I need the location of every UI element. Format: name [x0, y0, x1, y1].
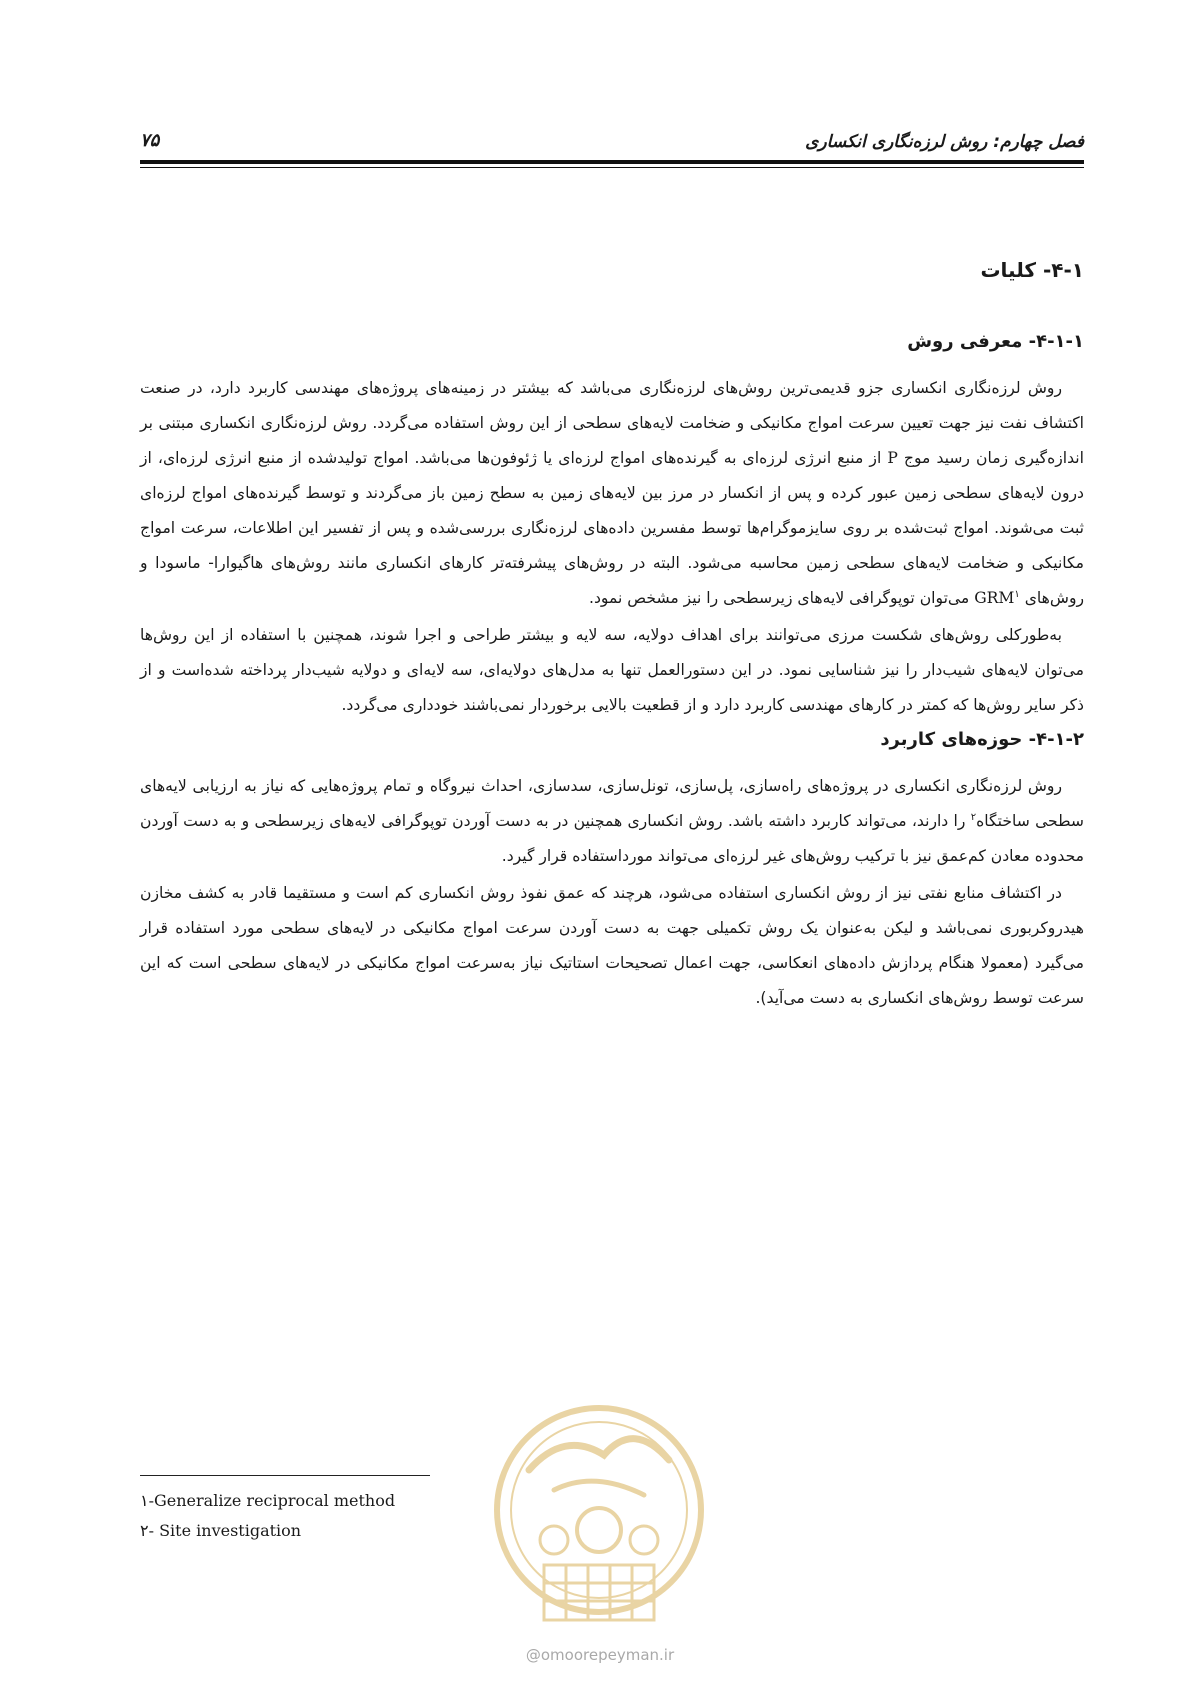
paragraph-intro-2: به‌طورکلی روش‌های شکست مرزی می‌توانند برای اهداف دولایه، سه لایه و بیشتر طراحی و اجرا شوند، همچنین با استفاده از این روش‌ها می‌توان لایه‌های شیب‌دار را نیز شناسایی نمود. در این دستورالعمل تنها به مدل‌های دولایه‌ای، سه لایه‌ای و دولایه شیب‌دار پرداخته شده‌است و از ذکر سایر روش‌ها که کمتر در کارهای مهندسی کاربرد دارد و از قطعیت بالایی برخوردار نمی‌باشند خودداری می‌گردد.: [140, 626, 1084, 714]
footnote-separator: [140, 1475, 430, 1476]
subsection-heading-intro: ۴-۱-۱- معرفی روش: [907, 331, 1084, 352]
paragraph-applications-2: در اکتشاف منابع نفتی نیز از روش انکساری استفاده می‌شود، هرچند که عمق نفوذ روش انکساری کم است و مستقیما قادر به کشف مخازن هیدروکربوری نمی‌باشد و لیکن به‌عنوان یک روش تکمیلی جهت به دست آوردن سرعت امواج مکانیکی در لایه‌های سطحی مورد استفاده قرار می‌گیرد (معمولا هنگام پردازش داده‌های انعکاسی، جهت اعمال تصحیحات استاتیک نیاز به‌سرعت امواج مکانیکی در لایه‌های سطحی است که این سرعت توسط روش‌های انکساری به دست می‌آید).: [140, 884, 1084, 1007]
header-rule-thin: [140, 167, 1084, 168]
text-run: روش لرزه‌نگاری انکساری در پروژه‌های راه‌سازی، پل‌سازی، تونل‌سازی، سدسازی، احداث نیروگاه و تمام پروژه‌هایی که نیاز به ارزیابی لایه‌های سطحی ساختگاه: [140, 777, 1084, 830]
footnote-ref-2[interactable]: ۲: [970, 811, 977, 823]
section-heading: ۴-۱- کلیات: [980, 258, 1084, 282]
footnotes: [140, 1486, 540, 1546]
text-run: می‌توان توپوگرافی لایه‌های زیرسطحی را نیز مشخص نمود.: [589, 589, 975, 607]
running-header: [140, 128, 1084, 160]
text-run: را دارند، می‌تواند کاربرد داشته باشد. روش انکساری همچنین در به دست آوردن توپوگرافی لایه‌های زیرسطحی و به دست آوردن محدوده معادن کم‌عمق نیز با ترکیب روش‌های غیر لرزه‌ای می‌تواند مورداستفاده قرار گیرد.: [140, 812, 1084, 865]
chapter-title: فصل چهارم: روش لرزه‌نگاری انکساری: [805, 132, 1084, 152]
paragraph-applications-1: [140, 769, 1084, 874]
watermark-url: @omoorepeyman.ir: [525, 1646, 675, 1664]
subsection-heading-applications: ۴-۱-۲- حوزه‌های کاربرد: [880, 729, 1084, 750]
text-run: از منبع انرژی لرزه‌ای به گیرنده‌های امواج لرزه‌ای یا ژئوفون‌ها می‌باشد. امواج تولیدشده از منبع انرژی لرزه‌ای، از درون لایه‌های سطحی زمین عبور کرده و پس از انکسار در مرز بین لایه‌های زمین به سطح زمین باز می‌گردند و توسط گیرنده‌های امواج لرزه‌ای ثبت می‌شوند. امواج ثبت‌شده بر روی سایزموگرام‌ها توسط مفسرین داده‌های لرزه‌نگاری بررسی‌شده و پس از تفسیر این اطلاعات، سرعت امواج مکانیکی و ضخامت لایه‌های سطحی زمین محاسبه می‌شود. البته در روش‌های پیشرفته‌تر کارهای انکساری مانند روش‌های هاگیوارا- ماسودا و روش‌های: [140, 449, 1084, 607]
page-number: ۷۵: [140, 130, 160, 151]
latin-term-grm: GRM: [974, 589, 1015, 607]
latin-term-p: P: [887, 449, 898, 467]
body-content: [140, 255, 1084, 1018]
paragraph-intro-1: [140, 371, 1084, 616]
footnote-2: ۲- Site investigation: [140, 1521, 302, 1540]
text-run: روش لرزه‌نگاری انکساری جزو قدیمی‌ترین روش‌های لرزه‌نگاری می‌باشد که بیشتر در زمینه‌های پروژه‌های مهندسی کاربرد دارد، در صنعت اکتشاف نفت نیز جهت تعیین سرعت امواج مکانیکی و ضخامت لایه‌های سطحی از این روش استفاده می‌گردد. روش لرزه‌نگاری انکساری مبتنی بر اندازه‌گیری زمان رسید موج: [140, 379, 1084, 467]
footnote-1: ۱-Generalize reciprocal method: [140, 1491, 396, 1510]
footnote-ref-1[interactable]: ۱: [1014, 588, 1020, 600]
header-rule-thick: [140, 160, 1084, 164]
